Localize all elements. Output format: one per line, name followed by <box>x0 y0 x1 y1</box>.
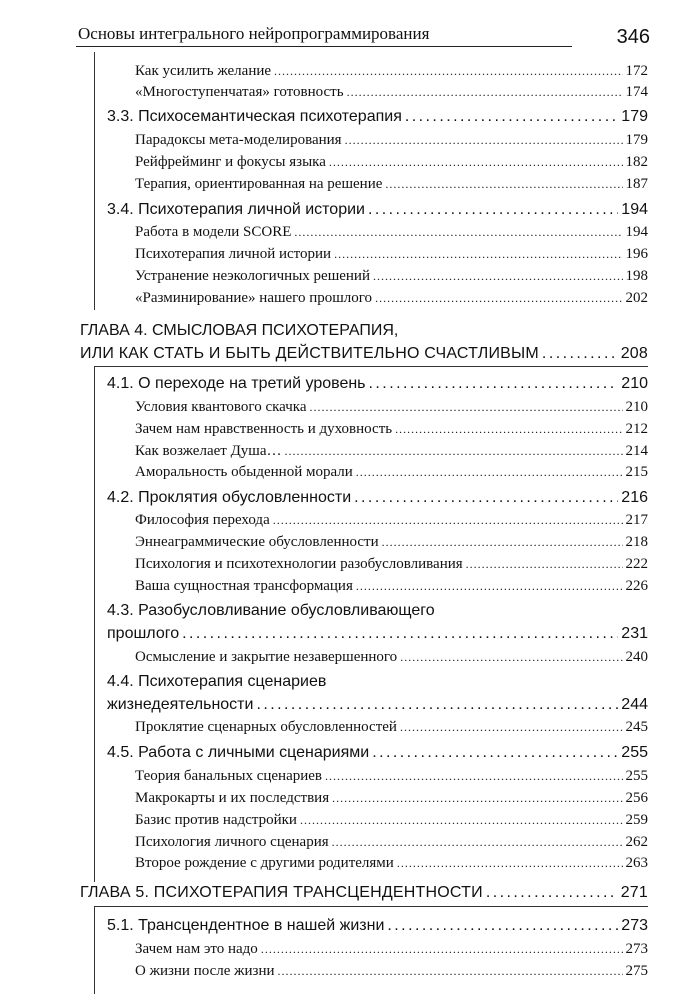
toc-entry: Эннеаграммические обусловленности . . . 218 <box>135 532 648 552</box>
toc-entry: Зачем нам это надо . . . 273 <box>135 939 648 959</box>
section-bracket <box>94 366 95 882</box>
toc-section: 3.3. Психосемантическая психотерапия . . . 179 <box>107 106 648 128</box>
running-title: Основы интегрального нейропрограммирования <box>78 24 430 43</box>
toc-entry: Парадоксы мета-моделирования . . . 179 <box>135 130 648 150</box>
toc-entry: Аморальность обыденной морали . . . 215 <box>135 462 648 482</box>
toc-chapter: ГЛАВА 5. ПСИХОТЕРАПИЯ ТРАНСЦЕНДЕНТНОСТИ . . . 271 <box>80 882 648 904</box>
toc-section: 4.1. О переходе на третий уровень . . . 210 <box>107 373 648 395</box>
toc-entry: «Многоступенчатая» готовность . . . 174 <box>135 82 648 102</box>
toc-entry: Философия перехода . . . 217 <box>135 510 648 530</box>
chapter-rule <box>94 906 648 907</box>
toc-entry: О жизни после жизни . . . 275 <box>135 961 648 981</box>
toc-entry: Психология личного сценария . . . 262 <box>135 832 648 852</box>
toc-entry: Психотерапия личной истории . . . 196 <box>135 244 648 264</box>
toc-entry: Осмысление и закрытие незавершенного . . . 240 <box>135 647 648 667</box>
page-number: 346 <box>616 26 650 48</box>
section-title-line: 4.3. Разобусловливание обусловливающего <box>107 602 435 619</box>
toc-entry: Устранение неэкологичных решений . . . 198 <box>135 266 648 286</box>
header-rule <box>76 46 572 47</box>
toc-entry: Теория банальных сценариев . . . 255 <box>135 766 648 786</box>
toc-section: жизнедеятельности . . . 244 <box>107 694 648 716</box>
toc-entry: Макрокарты и их последствия . . . 256 <box>135 788 648 808</box>
toc-entry: Как усилить желание . . . 172 <box>135 61 648 81</box>
toc-entry: Работа в модели SCORE . . . 194 <box>135 222 648 242</box>
toc-entry: Рейфрейминг и фокусы языка . . . 182 <box>135 152 648 172</box>
toc-entry: Проклятие сценарных обусловленностей . . . 245 <box>135 717 648 737</box>
toc-entry: Терапия, ориентированная на решение . . . 187 <box>135 174 648 194</box>
toc-section: 4.2. Проклятия обусловленности . . . 216 <box>107 487 648 509</box>
section-title-line: 4.4. Психотерапия сценариев <box>107 673 327 690</box>
toc-section: 3.4. Психотерапия личной истории . . . 194 <box>107 199 648 221</box>
chapter-rule <box>94 366 648 367</box>
toc-entry: Зачем нам нравственность и духовность . . . 212 <box>135 419 648 439</box>
toc-entry: «Разминирование» нашего прошлого . . . 202 <box>135 288 648 308</box>
toc-entry: Как возжелает Душа… . . . 214 <box>135 441 648 461</box>
toc-section: 4.5. Работа с личными сценариями . . . 255 <box>107 742 648 764</box>
toc-chapter: ИЛИ КАК СТАТЬ И БЫТЬ ДЕЙСТВИТЕЛЬНО СЧАСТЛИВЫМ . . . 208 <box>80 343 648 365</box>
toc-entry: Условия квантового скачка . . . 210 <box>135 397 648 417</box>
toc-entry: Ваша сущностная трансформация . . . 226 <box>135 576 648 596</box>
chapter-title-line: ГЛАВА 4. СМЫСЛОВАЯ ПСИХОТЕРАПИЯ, <box>80 322 399 339</box>
toc-section: 5.1. Трансцендентное в нашей жизни . . . 273 <box>107 915 648 937</box>
toc-entry: Базис против надстройки . . . 259 <box>135 810 648 830</box>
toc-entry: Психология и психотехнологии разобусловливания . . . 222 <box>135 554 648 574</box>
section-bracket <box>94 906 95 994</box>
toc-entry: Второе рождение с другими родителями . . . 263 <box>135 853 648 873</box>
toc-section: прошлого . . . 231 <box>107 623 648 645</box>
section-bracket <box>94 52 95 310</box>
running-header <box>76 24 650 50</box>
